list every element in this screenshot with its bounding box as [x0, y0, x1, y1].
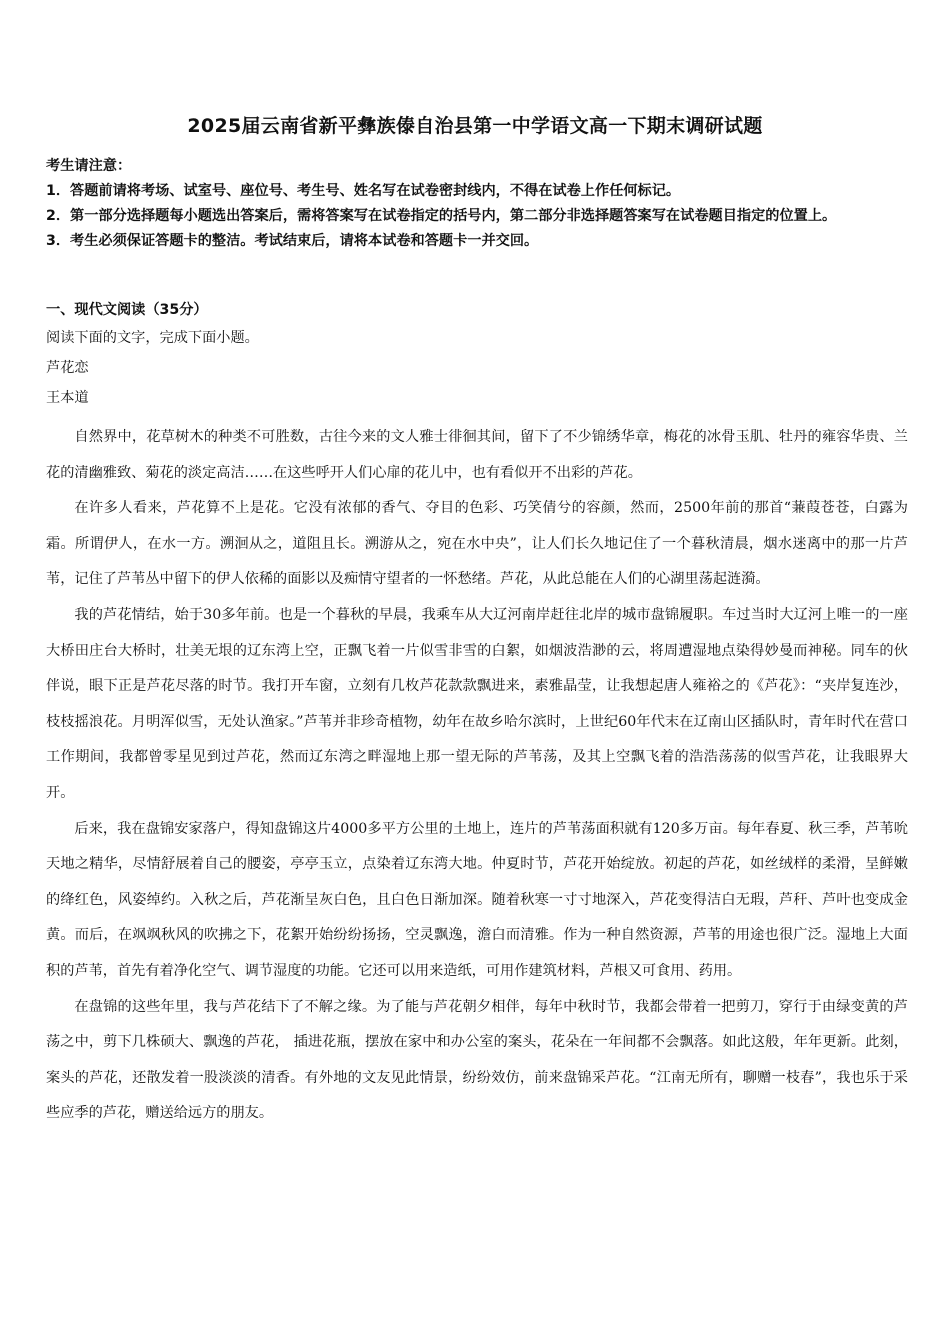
- section-heading: 一、现代文阅读（35分）: [46, 302, 208, 318]
- section-intro: [46, 323, 908, 413]
- article-paragraph: 在许多人看来，芦花算不上是花。它没有浓郁的香气、夺目的色彩、巧笑倩兮的容颜，然而，2500年前的那首“蒹葭苍苍，白露为霜。所谓伊人，在水一方。溯洄从之，道阻且长。溯游从之，宛在水中央”，让人们长久地记住了一个暮秋清晨，烟水迷离中的那一片芦苇，记住了芦苇丛中留下的伊人依稀的面影以及痴情守望者的一怀愁绪。芦花，从此总能在人们的心湖里荡起涟漪。: [46, 500, 908, 588]
- notice-item: 1．答题前请将考场、试室号、座位号、考生号、姓名写在试卷密封线内，不得在试卷上作任何标记。: [46, 183, 681, 199]
- exam-title: 2025届云南省新平彝族傣自治县第一中学语文高一下期末调研试题: [187, 115, 763, 137]
- article-paragraph: 在盘锦的这些年里，我与芦花结下了不解之缘。为了能与芦花朝夕相伴，每年中秋时节，我都会带着一把剪刀，穿行于由绿变黄的芦荡之中，剪下几株硕大、飘逸的芦花， 插进花瓶，摆放在家中和办公室的案头，花朵在一年间都不会飘落。如此这般，年年更新。此刻，案头的芦花，还散发着一股淡淡的清香。有外地的文友见此情景，纷纷效仿，前来盘锦采芦花。“江南无所有，聊赠一枝春”，我也乐于采些应季的芦花，赠送给远方的朋友。: [46, 998, 908, 1122]
- article-body: [46, 420, 908, 1132]
- article-paragraph: 自然界中，花草树木的种类不可胜数，古往今来的文人雅士徘徊其间，留下了不少锦绣华章，梅花的冰骨玉肌、牡丹的雍容华贵、兰花的清幽雅致、菊花的淡定高洁……在这些呼开人们心扉的花儿中，也有看似开不出彩的芦花。: [46, 429, 908, 481]
- notice-heading: 考生请注意：: [46, 158, 132, 174]
- article-paragraph: 我的芦花情结，始于30多年前。也是一个暮秋的早晨，我乘车从大辽河南岸赶往北岸的城市盘锦履职。车过当时大辽河上唯一的一座大桥田庄台大桥时，壮美无垠的辽东湾上空，正飘飞着一片似雪非雪的白絮，如烟波浩渺的云，将周遭湿地点染得妙曼而神秘。同车的伙伴说，眼下正是芦花尽落的时节。我打开车窗，立刻有几枚芦花款款飘进来，素雅晶莹，让我想起唐人雍裕之的《芦花》：“夹岸复连沙，枝枝摇浪花。月明浑似雪，无处认渔家。”芦苇并非珍奇植物，幼年在故乡哈尔滨时，上世纪60年代末在辽南山区插队时，青年时代在营口工作期间，我都曾零星见到过芦花，然而辽东湾之畔湿地上那一望无际的芦苇荡，及其上空飘飞着的浩浩荡荡的似雪芦花，让我眼界大开。: [46, 606, 908, 801]
- article-title: 芦花恋: [46, 360, 89, 376]
- notice-item: 3．考生必须保证答题卡的整洁。考试结束后，请将本试卷和答题卡一并交回。: [46, 233, 539, 249]
- notice-block: [46, 154, 908, 254]
- article-paragraph: 后来，我在盘锦安家落户，得知盘锦这片4000多平方公里的土地上，连片的芦苇荡面积就有120多万亩。每年春夏、秋三季，芦苇吮天地之精华，尽情舒展着自己的腰姿，亭亭玉立，点染着辽东湾大地。仲夏时节，芦花开始绽放。初起的芦花，如丝绒样的柔滑，呈鲜嫩的绛红色，风姿绰约。入秋之后，芦花渐呈灰白色，且白色日渐加深。随着秋寒一寸寸地深入，芦花变得洁白无瑕，芦秆、芦叶也变成金黄。而后，在飒飒秋风的吹拂之下，花絮开始纷纷扬扬，空灵飘逸，澹白而清雅。作为一种自然资源，芦苇的用途也很广泛。湿地上大面积的芦苇，首先有着净化空气、调节湿度的功能。它还可以用来造纸，可用作建筑材料，芦根又可食用、药用。: [46, 820, 908, 979]
- notice-item: 2．第一部分选择题每小题选出答案后，需将答案写在试卷指定的括号内，第二部分非选择题答案写在试卷题目指定的位置上。: [46, 208, 837, 224]
- instruction-text: 阅读下面的文字，完成下面小题。: [46, 330, 259, 346]
- article-author: 王本道: [46, 390, 89, 406]
